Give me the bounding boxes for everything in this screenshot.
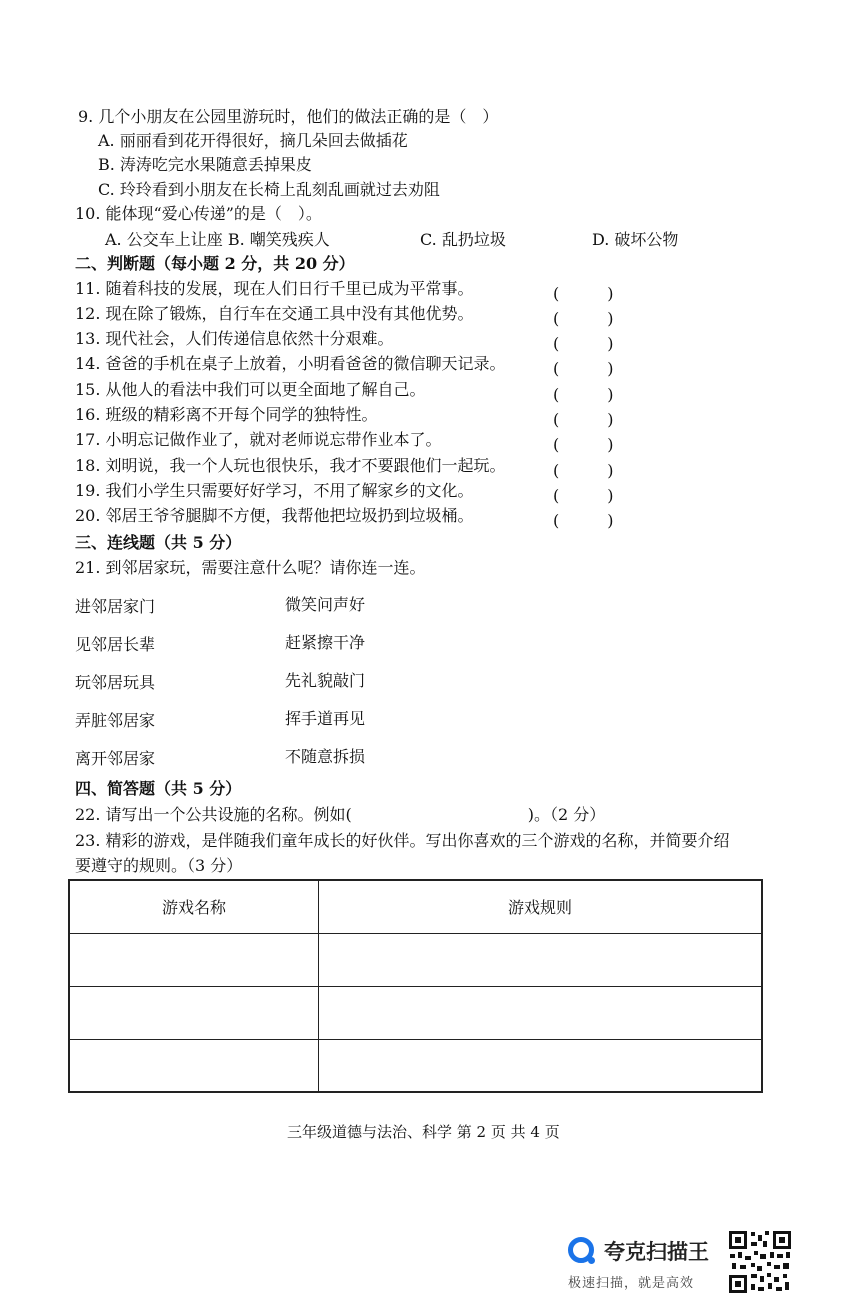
judge-item-15: 15. 从他人的看法中我们可以更全面地了解自己。: [75, 380, 426, 399]
match-right-5[interactable]: 不随意拆损: [285, 747, 366, 766]
judge-item-11: 11. 随着科技的发展，现在人们日行千里已成为平常事。: [75, 279, 474, 298]
table-cell-name[interactable]: [69, 933, 319, 986]
page-footer: 三年级道德与法治、科学 第 2 页 共 4 页: [287, 1123, 560, 1141]
table-cell-rules[interactable]: [319, 933, 763, 986]
table-cell-rules[interactable]: [319, 986, 763, 1039]
match-left-4[interactable]: 弄脏邻居家: [75, 711, 156, 730]
judge-paren-15[interactable]: ( ): [553, 385, 614, 404]
question-9: 9. 几个小朋友在公园里游玩时，他们的做法正确的是（ ）: [78, 107, 499, 126]
judge-item-12: 12. 现在除了锻炼，自行车在交通工具中没有其他优势。: [75, 304, 474, 323]
question-10-option-d: D. 破坏公物: [592, 230, 679, 249]
game-rules-table: [68, 879, 763, 1093]
table-row: [69, 986, 762, 1039]
watermark-brand: 夸克扫描王: [604, 1240, 709, 1264]
table-header-game-rules: 游戏规则: [319, 880, 763, 933]
question-9-option-c: C. 玲玲看到小朋友在长椅上乱刻乱画就过去劝阻: [98, 180, 440, 199]
question-10-option-ab: A. 公交车上让座 B. 嘲笑残疾人: [105, 230, 330, 249]
match-left-1[interactable]: 进邻居家门: [75, 597, 156, 616]
judge-paren-18[interactable]: ( ): [553, 461, 614, 480]
judge-item-20: 20. 邻居王爷爷腿脚不方便，我帮他把垃圾扔到垃圾桶。: [75, 506, 474, 525]
question-21: 21. 到邻居家玩，需要注意什么呢？请你连一连。: [75, 558, 426, 577]
quark-logo-dot: [588, 1257, 595, 1264]
judge-paren-17[interactable]: ( ): [553, 435, 614, 454]
question-10: 10. 能体现“爱心传递”的是（ ）。: [75, 204, 322, 223]
judge-paren-14[interactable]: ( ): [553, 359, 614, 378]
question-10-option-c: C. 乱扔垃圾: [420, 230, 506, 249]
table-cell-name[interactable]: [69, 986, 319, 1039]
judge-item-13: 13. 现代社会，人们传递信息依然十分艰难。: [75, 329, 394, 348]
match-right-1[interactable]: 微笑问声好: [285, 595, 366, 614]
table-cell-rules[interactable]: [319, 1039, 763, 1092]
judge-item-16: 16. 班级的精彩离不开每个同学的独特性。: [75, 405, 378, 424]
section-match-title: 三、连线题（共 5 分）: [75, 533, 242, 552]
judge-paren-11[interactable]: ( ): [553, 284, 614, 303]
question-23-line1: 23. 精彩的游戏，是伴随我们童年成长的好伙伴。写出你喜欢的三个游戏的名称，并简要介绍: [75, 831, 730, 850]
match-right-2[interactable]: 赶紧擦干净: [285, 633, 366, 652]
judge-item-19: 19. 我们小学生只需要好好学习，不用了解家乡的文化。: [75, 481, 474, 500]
qr-code-icon: [727, 1229, 793, 1295]
judge-item-18: 18. 刘明说，我一个人玩也很快乐，我才不要跟他们一起玩。: [75, 456, 506, 475]
judge-item-14: 14. 爸爸的手机在桌子上放着，小明看爸爸的微信聊天记录。: [75, 354, 506, 373]
question-22: 22. 请写出一个公共设施的名称。例如( )。（2 分）: [75, 805, 606, 824]
match-right-4[interactable]: 挥手道再见: [285, 709, 366, 728]
match-left-2[interactable]: 见邻居长辈: [75, 635, 156, 654]
question-9-option-a: A. 丽丽看到花开得很好，摘几朵回去做插花: [98, 131, 408, 150]
match-right-3[interactable]: 先礼貌敲门: [285, 671, 366, 690]
table-header-game-name: 游戏名称: [69, 880, 319, 933]
table-row: [69, 933, 762, 986]
section-judge-title: 二、判断题（每小题 2 分，共 20 分）: [75, 254, 355, 273]
table-row: [69, 1039, 762, 1092]
question-9-option-b: B. 涛涛吃完水果随意丢掉果皮: [98, 155, 312, 174]
judge-item-17: 17. 小明忘记做作业了，就对老师说忘带作业本了。: [75, 430, 442, 449]
judge-paren-19[interactable]: ( ): [553, 486, 614, 505]
watermark-slogan: 极速扫描，就是高效: [568, 1276, 695, 1291]
table-cell-name[interactable]: [69, 1039, 319, 1092]
question-23-line2: 要遵守的规则。（3 分）: [75, 856, 243, 875]
match-left-5[interactable]: 离开邻居家: [75, 749, 156, 768]
judge-paren-20[interactable]: ( ): [553, 511, 614, 530]
judge-paren-12[interactable]: ( ): [553, 309, 614, 328]
match-left-3[interactable]: 玩邻居玩具: [75, 673, 156, 692]
judge-paren-13[interactable]: ( ): [553, 334, 614, 353]
judge-paren-16[interactable]: ( ): [553, 410, 614, 429]
section-short-title: 四、简答题（共 5 分）: [75, 779, 242, 798]
